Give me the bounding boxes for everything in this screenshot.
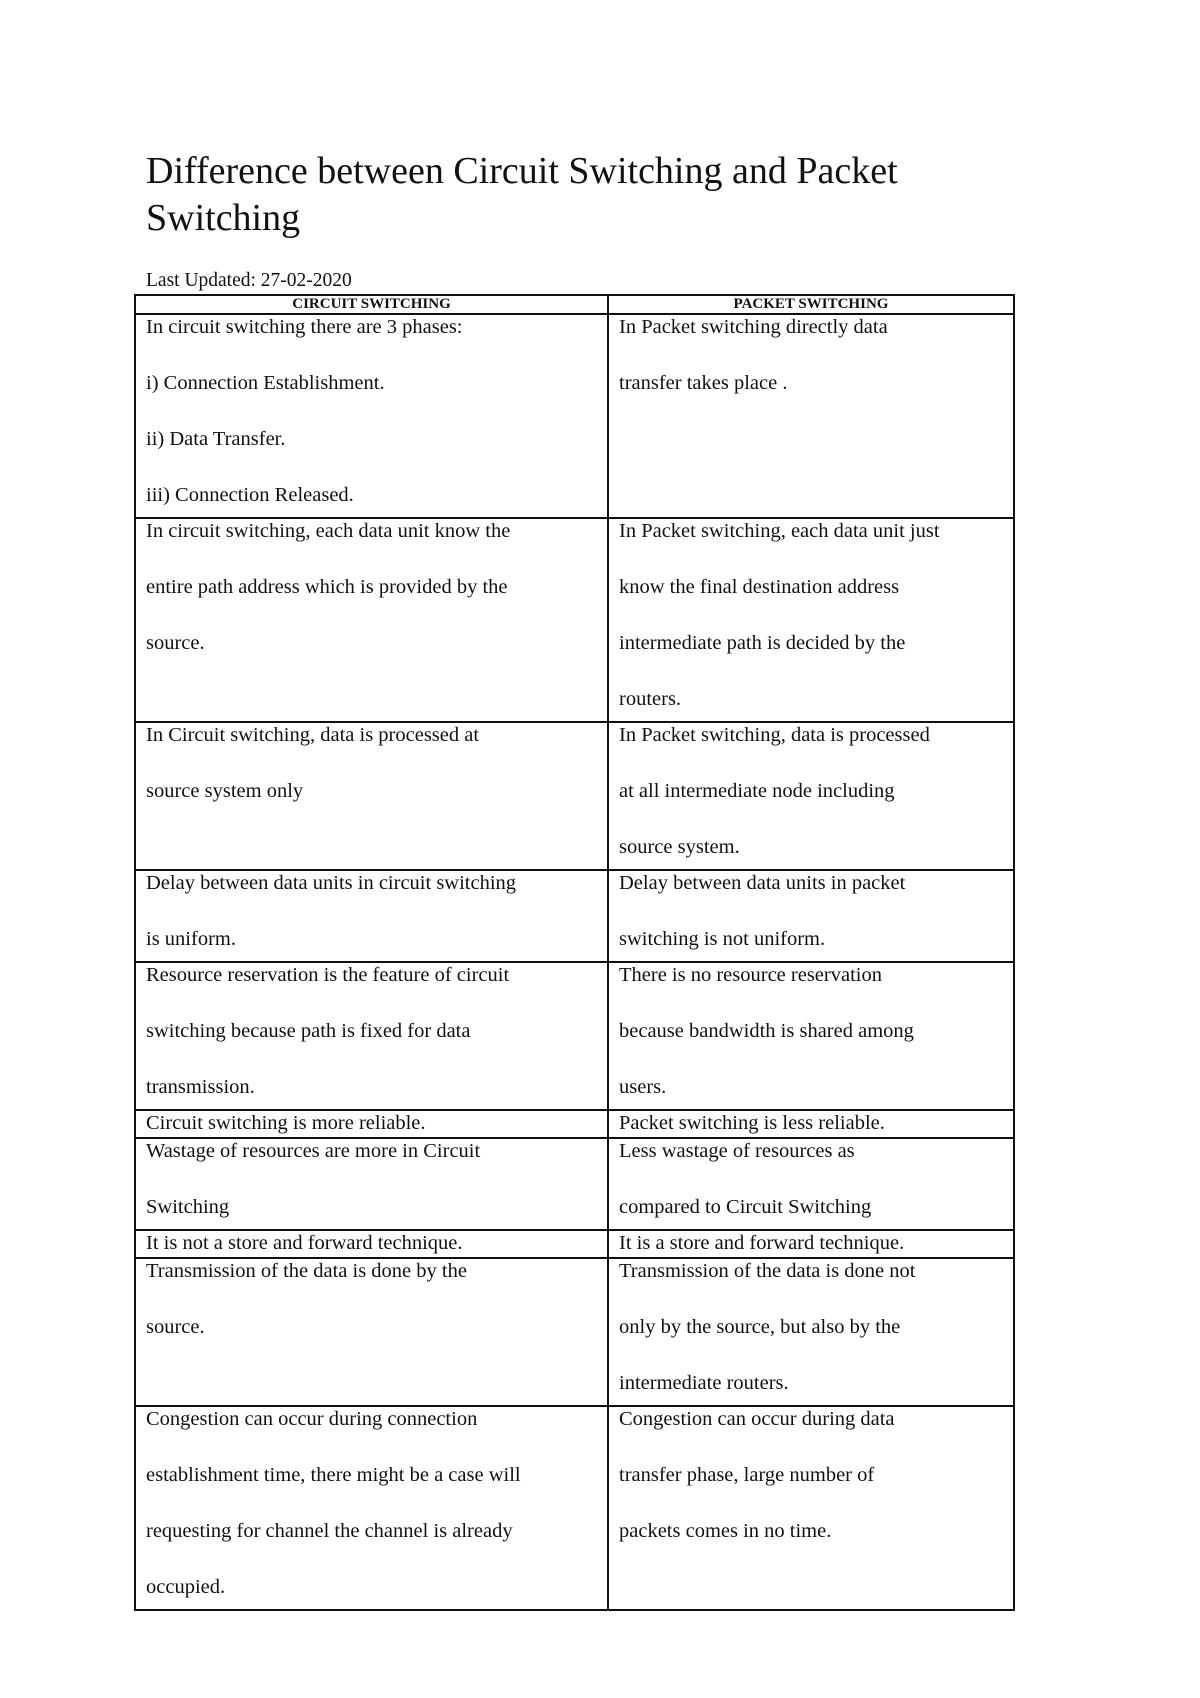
cell-text: In Circuit switching, data is processed at source system only xyxy=(146,724,480,802)
circuit-cell xyxy=(135,1406,608,1610)
table-row xyxy=(135,1110,1014,1138)
circuit-cell xyxy=(135,1110,608,1138)
cell-text: In Packet switching directly data transfer takes place . xyxy=(619,316,888,394)
packet-cell xyxy=(608,1406,1014,1610)
packet-cell xyxy=(608,518,1014,722)
table-row xyxy=(135,870,1014,962)
cell-text: In circuit switching there are 3 phases: i) Connection Establishment. ii) Data Transfer. iii) Connection Released. xyxy=(146,316,463,506)
table-row xyxy=(135,1230,1014,1258)
circuit-cell xyxy=(135,1230,608,1258)
packet-cell xyxy=(608,870,1014,962)
table-row xyxy=(135,1258,1014,1406)
cell-text: Delay between data units in packet switching is not uniform. xyxy=(619,872,906,950)
comparison-table xyxy=(134,294,1015,1611)
cell-text: Congestion can occur during connection establishment time, there might be a case will requesting for channel the channel is already occupied. xyxy=(146,1408,521,1598)
circuit-cell xyxy=(135,1138,608,1230)
cell-text: Congestion can occur during data transfer phase, large number of packets comes in no time. xyxy=(619,1408,895,1542)
circuit-cell xyxy=(135,870,608,962)
last-updated-date: Last Updated: 27-02-2020 xyxy=(146,270,352,291)
table-row xyxy=(135,722,1014,870)
header-packet-switching: PACKET SWITCHING xyxy=(608,295,1014,314)
packet-cell xyxy=(608,314,1014,518)
packet-cell xyxy=(608,1258,1014,1406)
packet-cell xyxy=(608,1110,1014,1138)
cell-text: In Packet switching, data is processed at all intermediate node including source system. xyxy=(619,724,930,858)
cell-text: Delay between data units in circuit switching is uniform. xyxy=(146,872,517,950)
circuit-cell xyxy=(135,1258,608,1406)
cell-text: In Packet switching, each data unit just know the final destination address intermediate path is decided by the routers. xyxy=(619,520,940,710)
table-row xyxy=(135,1406,1014,1610)
table-row xyxy=(135,1138,1014,1230)
cell-text: It is a store and forward technique. xyxy=(619,1232,905,1254)
page-title: Difference between Circuit Switching and Packet Switching xyxy=(146,150,898,239)
circuit-cell xyxy=(135,722,608,870)
header-circuit-switching: CIRCUIT SWITCHING xyxy=(135,295,608,314)
cell-text: Resource reservation is the feature of circuit switching because path is fixed for data transmission. xyxy=(146,964,510,1098)
cell-text: Wastage of resources are more in Circuit Switching xyxy=(146,1140,481,1218)
cell-text: There is no resource reservation because bandwidth is shared among users. xyxy=(619,964,914,1098)
cell-text: Transmission of the data is done not only by the source, but also by the intermediate routers. xyxy=(619,1260,916,1394)
circuit-cell xyxy=(135,314,608,518)
table-row xyxy=(135,314,1014,518)
cell-text: Less wastage of resources as compared to Circuit Switching xyxy=(619,1140,872,1218)
cell-text: Circuit switching is more reliable. xyxy=(146,1112,426,1134)
cell-text: Transmission of the data is done by the source. xyxy=(146,1260,467,1338)
packet-cell xyxy=(608,1230,1014,1258)
table-header-row xyxy=(135,295,1014,314)
packet-cell xyxy=(608,962,1014,1110)
table-row xyxy=(135,962,1014,1110)
cell-text: In circuit switching, each data unit know the entire path address which is provided by the source. xyxy=(146,520,511,654)
cell-text: It is not a store and forward technique. xyxy=(146,1232,463,1254)
circuit-cell xyxy=(135,962,608,1110)
table-row xyxy=(135,518,1014,722)
packet-cell xyxy=(608,722,1014,870)
circuit-cell xyxy=(135,518,608,722)
packet-cell xyxy=(608,1138,1014,1230)
cell-text: Packet switching is less reliable. xyxy=(619,1112,885,1134)
